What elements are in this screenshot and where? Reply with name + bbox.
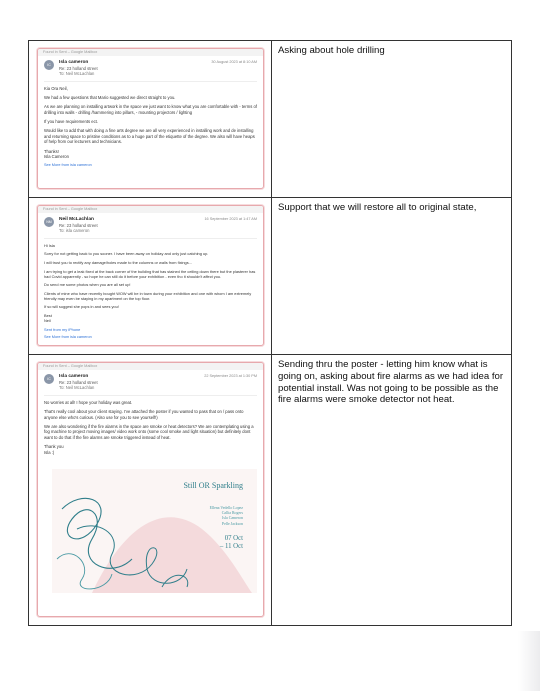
divider: [44, 238, 257, 239]
body-paragraph: Hi Isla: [44, 242, 55, 248]
avatar: NM: [44, 217, 54, 227]
poster-date: – 11 Oct: [219, 543, 243, 550]
body-paragraph: If you have requirements ect.: [44, 118, 98, 124]
forwarded-label: Found in Sent – Google Mailbox: [38, 363, 263, 370]
see-more-link[interactable]: See More from isla cameron: [44, 335, 92, 340]
sender-name: Isla cameron: [59, 60, 89, 65]
avatar: IC: [44, 60, 54, 70]
sender-name: Neil McLachlan: [59, 217, 94, 222]
email-card: [37, 205, 264, 346]
body-paragraph: No worries at all! I hope your holiday was great.: [44, 399, 133, 405]
divider: [44, 395, 257, 396]
body-paragraph: Do send me some photos when you are all set up!: [44, 282, 131, 288]
poster-artist: Callia Rogers: [221, 511, 243, 516]
body-paragraph: We had a few questions that Mario suggested we direct straight to you.: [44, 94, 176, 100]
signature: Sent from my iPhone: [44, 326, 81, 332]
email-body: [38, 243, 263, 332]
body-paragraph: Thanks! Isla Cameron: [44, 148, 69, 160]
poster-artists: [210, 506, 243, 527]
document-table: [28, 40, 512, 626]
body-paragraph: Clients of mine who have recently bought WOW will be in town during your exhibition and one with whom I am extremely friendly may even be staying in my apartment on the top floor.: [44, 290, 252, 301]
body-paragraph: I will trust you to rectify any damage/holes made to the columns or walls from fixings…: [44, 259, 193, 265]
body-paragraph: Thank you Isla :): [44, 444, 64, 455]
email-date: 30 August 2023 at 8:10 AM: [211, 60, 257, 64]
page-edge-shadow: [518, 631, 540, 691]
email-subject: Re: 23 holland street: [59, 379, 98, 385]
poster-attachment[interactable]: [52, 469, 257, 593]
body-paragraph: Kia Ora Neil,: [44, 85, 68, 91]
sender-name: Isla cameron: [59, 374, 89, 379]
forwarded-label: Found in Sent – Google Mailbox: [38, 206, 263, 213]
poster-dates: [220, 535, 243, 551]
poster-artist: Pelle Jackson: [221, 521, 243, 526]
email-date: 16 September 2023 at 1:47 AM: [204, 217, 257, 221]
body-paragraph: Would like to add that with doing a fine arts degree we are all very experienced in installing work and de installing and returning space to pristine conditions as to a huge part of the etiquette of the degree. We also will have heaps of help from our lecturers and technicians.: [44, 128, 255, 145]
poster-date: 07 Oct: [224, 535, 243, 542]
note-cell: Support that we will restore all to original state,: [272, 198, 511, 355]
note-cell: Sending thru the poster - letting him know what is going on, asking about fire alarms as we had idea for potential install. Was not going to be possible as the fire alarms were smoke detector not heat.: [278, 359, 504, 406]
see-more-link[interactable]: See More from isla cameron: [44, 163, 92, 168]
body-paragraph: That's really cool about your client staying. I've attached the poster if you wanted to pass that on / pass onto anyone else who's curious. (Also use for you to see yourself!): [44, 408, 244, 420]
body-paragraph: As we are planning on installing artwork in the space we just want to know what you are comfortable with - terms of drilling into walls - drilling /hammering into pillars, - mounting projectors / lighting: [44, 104, 257, 115]
email-subject: Re: 23 holland street: [59, 222, 98, 228]
divider: [44, 81, 257, 82]
body-paragraph: If so will suggest she pops in and sees you!: [44, 304, 119, 310]
email-body: [38, 86, 263, 160]
forwarded-label: Found in Sent – Google Mailbox: [38, 49, 263, 56]
email-recipient: To: Neil McLachlan: [59, 385, 95, 391]
body-paragraph: Sorry for not getting back to you sooner. I have been away on holiday and only just catching up.: [44, 251, 209, 257]
email-recipient: To: Neil McLachlan: [59, 71, 95, 77]
email-body: [38, 400, 263, 456]
email-date: 22 September 2023 at 1:30 PM: [204, 374, 257, 378]
email-screenshot-cell-2: [29, 198, 272, 355]
poster-artist: Isla Cameron: [222, 516, 243, 521]
email-recipient: To: isla cameron: [59, 228, 90, 234]
email-subject: Re: 23 holland street: [59, 65, 98, 71]
email-card: [37, 362, 264, 617]
body-paragraph: Best Neil: [44, 312, 52, 323]
email-screenshot-cell-1: [29, 41, 272, 198]
email-card: [37, 48, 264, 189]
poster-title: Still OR Sparkling: [183, 481, 243, 490]
note-cell: Asking about hole drilling: [272, 41, 511, 198]
avatar: IC: [44, 374, 54, 384]
body-paragraph: I am trying to get a leak fixed at the back corner of the building that has stained the ceiling down there but the plasterer has had Covid apparently - so hope he can still do it before your exhibition - even tho it shouldn't affect you.: [44, 268, 256, 279]
email-screenshot-cell-3: [29, 355, 272, 625]
body-paragraph: We are also wondering if the fire alarms in the space are smoke or heat detectors? We are contemplating using a fog machine to project moving images/ video work onto (some cool smoke and light situation) but definitely dont want to do that if the fire alarms are smoke triggered instead of heat.: [44, 423, 254, 440]
poster-artist: Ellena Vedello Lopez: [209, 506, 243, 510]
